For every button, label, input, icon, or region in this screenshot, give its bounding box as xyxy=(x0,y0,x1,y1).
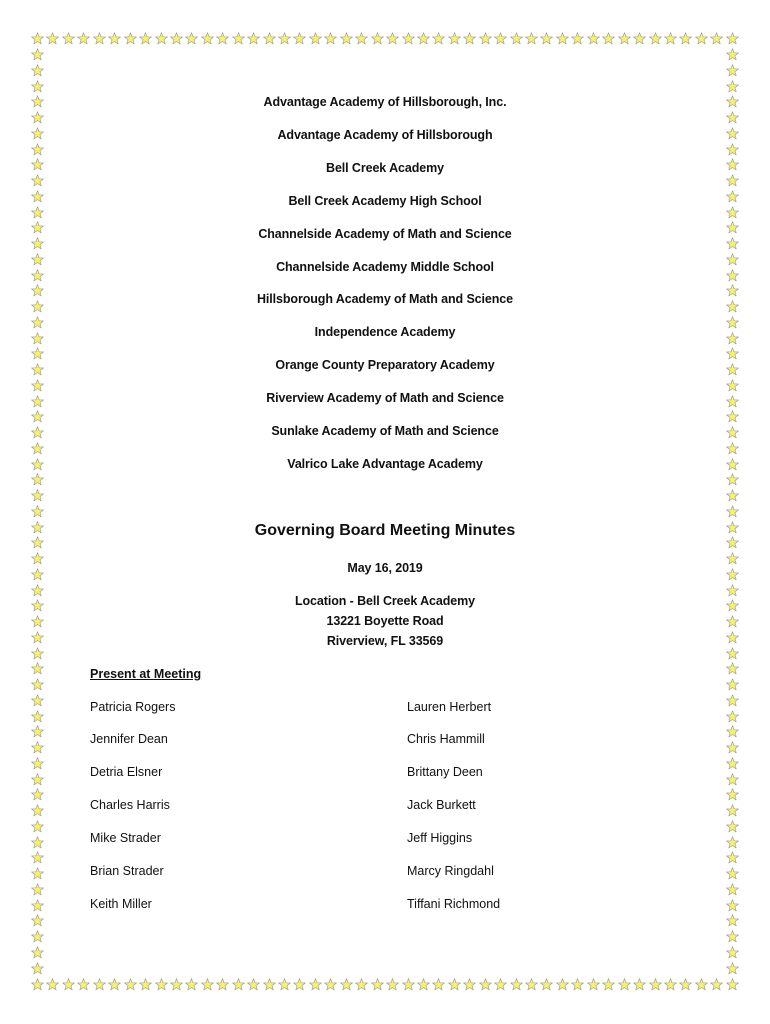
star-icon xyxy=(726,725,739,738)
star-icon xyxy=(726,978,739,991)
star-icon xyxy=(340,978,353,991)
star-icon xyxy=(93,32,106,45)
star-icon xyxy=(170,32,183,45)
star-icon xyxy=(679,32,692,45)
star-icon xyxy=(31,962,44,975)
star-icon xyxy=(726,930,739,943)
star-icon xyxy=(155,978,168,991)
star-icon xyxy=(726,773,739,786)
attendee-name: Chris Hammill xyxy=(407,732,485,746)
star-icon xyxy=(216,32,229,45)
star-icon xyxy=(695,32,708,45)
attendee-name: Brian Strader xyxy=(90,864,164,878)
star-icon xyxy=(386,978,399,991)
star-icon xyxy=(31,379,44,392)
school-name: Advantage Academy of Hillsborough, Inc. xyxy=(263,95,507,109)
star-icon xyxy=(602,32,615,45)
star-icon xyxy=(726,914,739,927)
school-name: Channelside Academy of Math and Science xyxy=(258,227,512,241)
star-icon xyxy=(633,32,646,45)
star-icon xyxy=(726,788,739,801)
attendee-name: Detria Elsner xyxy=(90,765,163,779)
star-icon xyxy=(31,174,44,187)
star-icon xyxy=(726,820,739,833)
star-icon xyxy=(664,32,677,45)
star-icon xyxy=(263,32,276,45)
star-icon xyxy=(201,32,214,45)
star-icon xyxy=(726,32,739,45)
star-icon xyxy=(679,978,692,991)
star-icon xyxy=(77,32,90,45)
star-icon xyxy=(710,978,723,991)
attendee-name: Mike Strader xyxy=(90,831,161,845)
attendee-name: Jennifer Dean xyxy=(90,732,168,746)
star-icon xyxy=(618,32,631,45)
star-icon xyxy=(525,32,538,45)
star-icon xyxy=(31,851,44,864)
star-icon xyxy=(525,978,538,991)
star-icon xyxy=(571,32,584,45)
star-icon xyxy=(247,32,260,45)
star-icon xyxy=(726,111,739,124)
star-icon xyxy=(31,978,44,991)
star-icon xyxy=(31,773,44,786)
star-icon xyxy=(31,678,44,691)
star-icon xyxy=(309,32,322,45)
star-icon xyxy=(31,694,44,707)
star-icon xyxy=(510,978,523,991)
star-icon xyxy=(726,64,739,77)
star-icon xyxy=(371,32,384,45)
star-icon xyxy=(31,836,44,849)
star-icon xyxy=(31,757,44,770)
star-icon xyxy=(710,32,723,45)
star-icon xyxy=(31,899,44,912)
star-icon xyxy=(293,32,306,45)
star-icon xyxy=(31,80,44,93)
star-icon xyxy=(540,978,553,991)
star-icon xyxy=(77,978,90,991)
star-icon xyxy=(649,978,662,991)
present-heading: Present at Meeting xyxy=(90,667,202,681)
star-icon xyxy=(463,978,476,991)
star-icon xyxy=(232,978,245,991)
star-icon xyxy=(695,978,708,991)
star-icon xyxy=(726,505,739,518)
attendee-name: Keith Miller xyxy=(90,897,152,911)
school-name: Bell Creek Academy High School xyxy=(288,194,482,208)
star-icon xyxy=(726,867,739,880)
star-icon xyxy=(232,32,245,45)
star-icon xyxy=(432,32,445,45)
star-icon xyxy=(726,473,739,486)
star-icon xyxy=(726,410,739,423)
star-icon xyxy=(31,710,44,723)
star-icon xyxy=(46,32,59,45)
star-border-right xyxy=(726,48,739,975)
star-icon xyxy=(726,48,739,61)
attendee-name: Jack Burkett xyxy=(407,798,476,812)
star-icon xyxy=(31,725,44,738)
attendee-name: Brittany Deen xyxy=(407,765,483,779)
school-name: Bell Creek Academy xyxy=(326,161,444,175)
star-border-bottom xyxy=(31,978,739,991)
star-icon xyxy=(386,32,399,45)
star-icon xyxy=(726,647,739,660)
star-icon xyxy=(247,978,260,991)
star-icon xyxy=(278,32,291,45)
star-icon xyxy=(726,962,739,975)
star-icon xyxy=(726,143,739,156)
star-icon xyxy=(479,978,492,991)
star-icon xyxy=(726,851,739,864)
attendee-name: Marcy Ringdahl xyxy=(407,864,494,878)
star-icon xyxy=(31,820,44,833)
star-icon xyxy=(31,48,44,61)
star-icon xyxy=(31,111,44,124)
meeting-city: Riverview, FL 33569 xyxy=(326,634,444,648)
star-icon xyxy=(340,32,353,45)
star-icon xyxy=(463,32,476,45)
school-name: Advantage Academy of Hillsborough xyxy=(277,128,493,142)
star-icon xyxy=(31,741,44,754)
star-icon xyxy=(31,788,44,801)
star-icon xyxy=(31,489,44,502)
meeting-date: May 16, 2019 xyxy=(347,561,423,575)
star-border-left xyxy=(31,48,44,975)
star-icon xyxy=(124,32,137,45)
star-icon xyxy=(31,804,44,817)
star-icon xyxy=(31,867,44,880)
star-icon xyxy=(494,978,507,991)
star-icon xyxy=(31,32,44,45)
star-icon xyxy=(417,32,430,45)
attendee-name: Charles Harris xyxy=(90,798,170,812)
star-icon xyxy=(62,978,75,991)
star-icon xyxy=(31,64,44,77)
star-icon xyxy=(726,757,739,770)
star-icon xyxy=(402,32,415,45)
star-icon xyxy=(108,978,121,991)
school-name: Valrico Lake Advantage Academy xyxy=(287,457,483,471)
star-icon xyxy=(201,978,214,991)
star-icon xyxy=(31,647,44,660)
attendee-name: Patricia Rogers xyxy=(90,700,176,714)
star-icon xyxy=(726,710,739,723)
star-icon xyxy=(726,899,739,912)
star-icon xyxy=(31,143,44,156)
star-icon xyxy=(432,978,445,991)
school-name: Hillsborough Academy of Math and Science xyxy=(257,292,513,306)
attendee-name: Lauren Herbert xyxy=(407,700,492,714)
attendee-name: Jeff Higgins xyxy=(407,831,473,845)
star-icon xyxy=(324,978,337,991)
star-icon xyxy=(355,978,368,991)
star-icon xyxy=(587,978,600,991)
star-icon xyxy=(402,978,415,991)
star-icon xyxy=(494,32,507,45)
star-icon xyxy=(31,930,44,943)
school-name: Channelside Academy Middle School xyxy=(276,260,494,274)
star-icon xyxy=(31,410,44,423)
star-icon xyxy=(633,978,646,991)
school-name: Sunlake Academy of Math and Science xyxy=(271,424,499,438)
star-icon xyxy=(726,174,739,187)
star-icon xyxy=(726,678,739,691)
star-border-top xyxy=(31,32,739,45)
star-icon xyxy=(293,978,306,991)
star-icon xyxy=(31,946,44,959)
star-icon xyxy=(448,32,461,45)
star-icon xyxy=(263,978,276,991)
star-icon xyxy=(726,804,739,817)
star-icon xyxy=(587,32,600,45)
star-icon xyxy=(726,741,739,754)
star-icon xyxy=(479,32,492,45)
star-icon xyxy=(618,978,631,991)
star-icon xyxy=(324,32,337,45)
star-icon xyxy=(31,914,44,927)
star-icon xyxy=(540,32,553,45)
star-icon xyxy=(31,662,44,675)
star-icon xyxy=(664,978,677,991)
star-icon xyxy=(556,978,569,991)
star-icon xyxy=(371,978,384,991)
document-title: Governing Board Meeting Minutes xyxy=(254,522,516,539)
star-icon xyxy=(726,442,739,455)
star-icon xyxy=(649,32,662,45)
star-icon xyxy=(46,978,59,991)
star-icon xyxy=(726,883,739,896)
star-icon xyxy=(726,694,739,707)
star-icon xyxy=(278,978,291,991)
star-icon xyxy=(185,978,198,991)
star-icon xyxy=(602,978,615,991)
star-icon xyxy=(726,662,739,675)
star-icon xyxy=(726,80,739,93)
meeting-location: Location - Bell Creek Academy xyxy=(294,594,476,608)
star-icon xyxy=(448,978,461,991)
star-icon xyxy=(155,32,168,45)
star-icon xyxy=(726,946,739,959)
star-icon xyxy=(31,883,44,896)
star-icon xyxy=(31,442,44,455)
school-name: Riverview Academy of Math and Science xyxy=(266,391,504,405)
star-icon xyxy=(417,978,430,991)
star-icon xyxy=(31,505,44,518)
star-icon xyxy=(139,32,152,45)
star-icon xyxy=(62,32,75,45)
star-icon xyxy=(185,32,198,45)
star-icon xyxy=(139,978,152,991)
star-icon xyxy=(556,32,569,45)
star-icon xyxy=(170,978,183,991)
school-name: Orange County Preparatory Academy xyxy=(275,358,495,372)
star-icon xyxy=(726,489,739,502)
star-icon xyxy=(93,978,106,991)
star-icon xyxy=(31,473,44,486)
star-icon xyxy=(355,32,368,45)
star-icon xyxy=(216,978,229,991)
star-icon xyxy=(726,379,739,392)
star-icon xyxy=(124,978,137,991)
star-icon xyxy=(108,32,121,45)
star-icon xyxy=(726,836,739,849)
star-icon xyxy=(571,978,584,991)
attendee-name: Tiffani Richmond xyxy=(407,897,501,911)
star-icon xyxy=(510,32,523,45)
star-icon xyxy=(309,978,322,991)
school-name: Independence Academy xyxy=(314,325,456,339)
meeting-street: 13221 Boyette Road xyxy=(326,614,444,628)
